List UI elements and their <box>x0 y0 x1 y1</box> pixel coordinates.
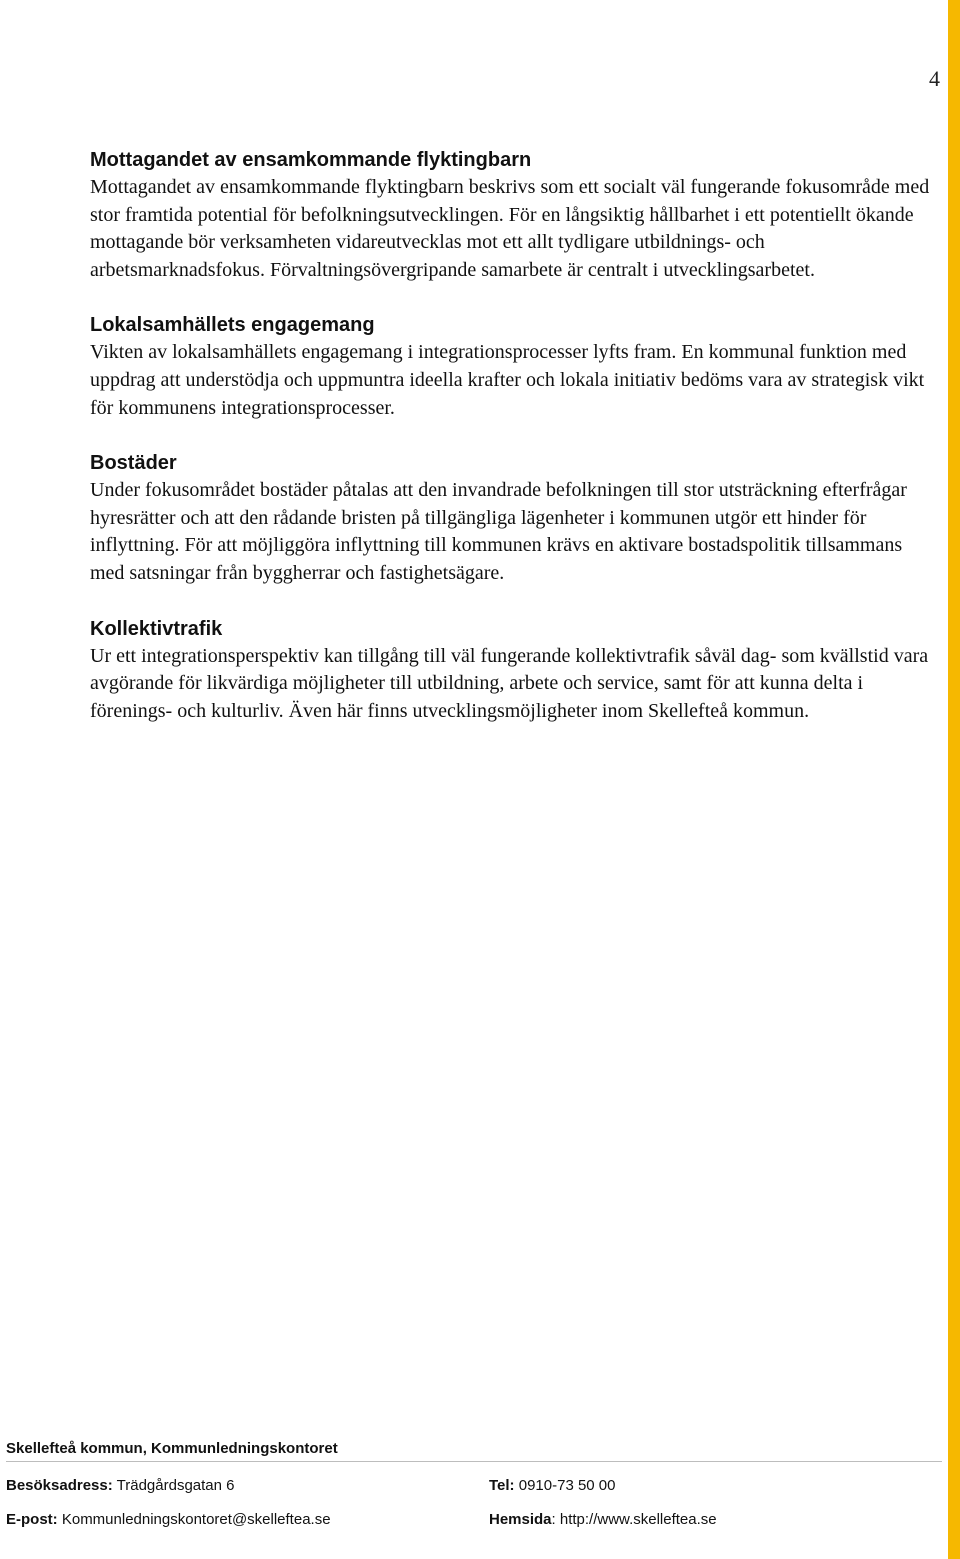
document-body <box>90 147 935 753</box>
phone-label: Tel: <box>489 1477 515 1494</box>
footer-phone <box>489 1475 616 1497</box>
section-heading: Mottagandet av ensamkommande flyktingbarn <box>90 149 532 171</box>
website-link[interactable]: http://www.skelleftea.se <box>559 1511 717 1528</box>
section-heading: Kollektivtrafik <box>90 617 223 640</box>
page-number: 4 <box>929 66 940 91</box>
section-heading: Lokalsamhällets engagemang <box>90 314 375 337</box>
page-edge-accent-bar <box>948 0 960 1559</box>
phone-value: 0910-73 50 00 <box>518 1477 616 1494</box>
section-ensamkommande <box>90 147 935 284</box>
website-label: Hemsida <box>489 1511 552 1528</box>
section-paragraph: Ur ett integrationsperspektiv kan tillgång till väl fungerande kollektivtrafik såväl dag- som kvällstid vara avgörande för likvärdiga möjligheter till utbildning, arbete och service, samt för att kunna delta i förenings- och kulturliv. Även här finns utvecklingsmöjligheter inom Skellefteå kommun. <box>90 644 929 722</box>
footer-row-email-website <box>6 1509 942 1531</box>
address-label: Besöksadress: <box>6 1477 113 1494</box>
footer-address <box>6 1477 235 1494</box>
page-footer <box>6 1438 942 1531</box>
section-paragraph: Vikten av lokalsamhällets engagemang i integrationsprocesser lyfts fram. En kommunal funktion med uppdrag att understödja och uppmuntra ideella krafter och lokala initiativ bedöms vara av strategisk vikt för kommunens integrationsprocesser. <box>90 341 925 419</box>
section-paragraph: Mottagandet av ensamkommande flyktingbarn beskrivs som ett socialt väl fungerande fokusområde med stor framtida potential för befolkningsutvecklingen. För en långsiktig hållbarhet i ett potentiellt ökande mottagande bör verksamheten vidareutvecklas mot ett allt tydligare utbildnings- och arbetsmarknadsfokus. Förvaltningsövergripande samarbete är centralt i utvecklingsarbetet. <box>90 176 930 281</box>
section-lokalsamhallets-engagemang <box>90 312 935 422</box>
address-value: Trädgårdsgatan 6 <box>116 1477 235 1494</box>
footer-website: Hemsida: http://www.skelleftea.se <box>489 1511 717 1528</box>
footer-organization: Skellefteå kommun, Kommunledningskontoret <box>6 1440 338 1457</box>
email-value[interactable]: Kommunledningskontoret@skelleftea.se <box>61 1511 331 1528</box>
section-heading: Bostäder <box>90 452 177 475</box>
email-label: E-post: <box>6 1511 58 1528</box>
section-bostader <box>90 450 935 587</box>
footer-divider <box>6 1461 942 1462</box>
section-paragraph: Under fokusområdet bostäder påtalas att den invandrade befolkningen till stor utsträckning efterfrågar hyresrätter och att den rådande bristen på tillgängliga lägenheter i kommunen utgör ett hinder för inflyttning. För att möjliggöra inflyttning till kommunen krävs en aktivare bostadspolitik tillsammans med satsningar från byggherrar och fastighetsägare. <box>90 479 907 584</box>
footer-email <box>6 1511 331 1528</box>
footer-row-address-phone <box>6 1475 942 1497</box>
section-kollektivtrafik <box>90 616 935 726</box>
